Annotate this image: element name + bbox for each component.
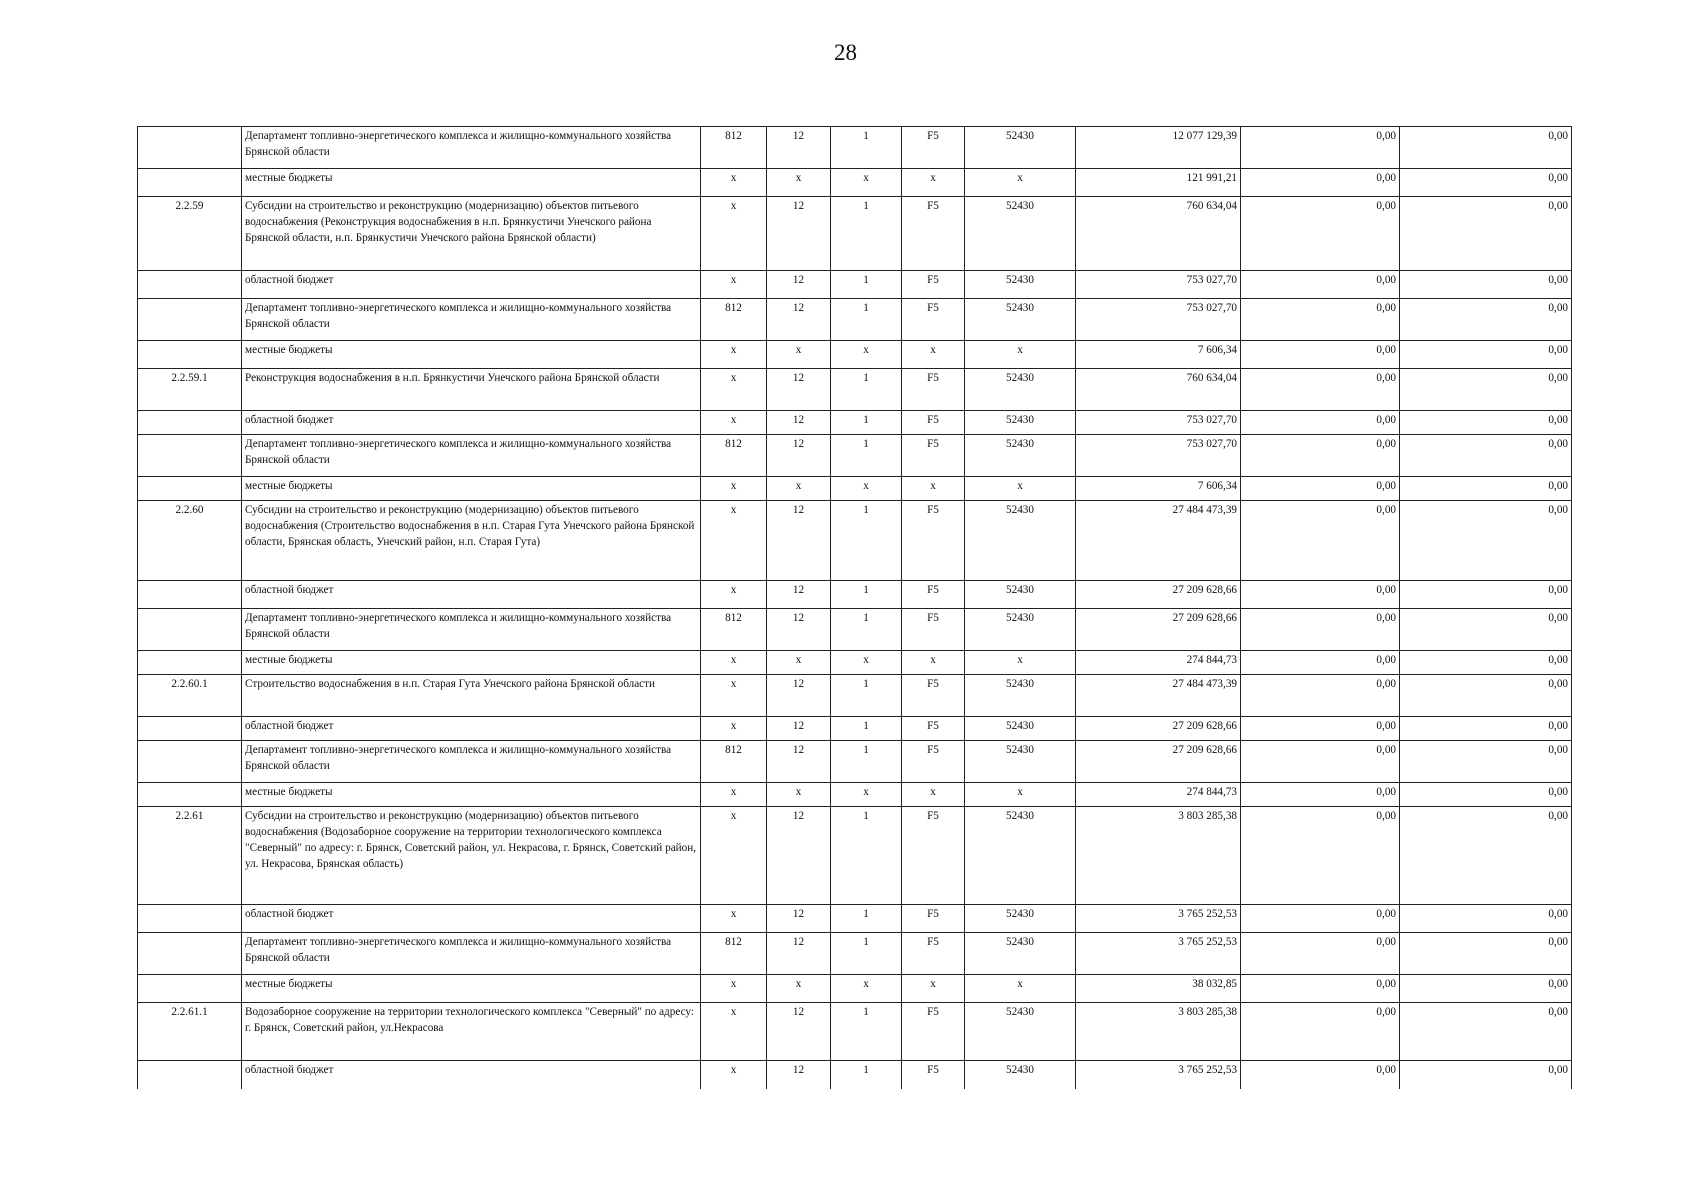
row-number-cell bbox=[138, 1061, 242, 1089]
row-number-cell bbox=[138, 975, 242, 1003]
row-number-cell bbox=[138, 783, 242, 807]
code-direction-cell: 52430 bbox=[965, 501, 1076, 581]
amount-cell-1: 753 027,70 bbox=[1076, 271, 1241, 299]
amount-cell-1: 27 484 473,39 bbox=[1076, 501, 1241, 581]
table-row bbox=[138, 581, 1572, 609]
code-target-cell: x bbox=[902, 169, 965, 197]
table-row bbox=[138, 933, 1572, 975]
code-pr-cell: 1 bbox=[831, 905, 902, 933]
amount-cell-1: 7 606,34 bbox=[1076, 477, 1241, 501]
code-direction-cell: 52430 bbox=[965, 299, 1076, 341]
row-number-cell bbox=[138, 717, 242, 741]
code-gr-cell: x bbox=[701, 807, 767, 905]
amount-cell-2: 0,00 bbox=[1241, 197, 1400, 271]
code-direction-cell: 52430 bbox=[965, 271, 1076, 299]
row-name-cell: Департамент топливно-энергетического комплекса и жилищно-коммунального хозяйства Брянской области bbox=[242, 299, 701, 341]
code-rz-cell: 12 bbox=[767, 435, 831, 477]
code-pr-cell: 1 bbox=[831, 501, 902, 581]
amount-cell-3: 0,00 bbox=[1400, 807, 1572, 905]
row-number-cell: 2.2.61 bbox=[138, 807, 242, 905]
code-gr-cell: x bbox=[701, 477, 767, 501]
code-gr-cell: x bbox=[701, 369, 767, 411]
code-pr-cell: x bbox=[831, 169, 902, 197]
table-row bbox=[138, 1061, 1572, 1089]
row-name-cell: Субсидии на строительство и реконструкцию (модернизацию) объектов питьевого водоснабжения (Строительство водоснабжения в н.п. Старая Гута Унечского района Брянской области, Брянская область, Унечский район, н.п. Старая Гута) bbox=[242, 501, 701, 581]
row-name-cell: местные бюджеты bbox=[242, 783, 701, 807]
amount-cell-1: 3 765 252,53 bbox=[1076, 933, 1241, 975]
row-name-cell: Департамент топливно-энергетического комплекса и жилищно-коммунального хозяйства Брянской области bbox=[242, 127, 701, 169]
code-target-cell: F5 bbox=[902, 1061, 965, 1089]
amount-cell-1: 3 765 252,53 bbox=[1076, 1061, 1241, 1089]
code-target-cell: F5 bbox=[902, 807, 965, 905]
code-target-cell: F5 bbox=[902, 127, 965, 169]
code-gr-cell: x bbox=[701, 783, 767, 807]
amount-cell-1: 27 209 628,66 bbox=[1076, 717, 1241, 741]
row-name-cell: местные бюджеты bbox=[242, 341, 701, 369]
row-number-cell bbox=[138, 271, 242, 299]
row-number-cell bbox=[138, 905, 242, 933]
code-gr-cell: 812 bbox=[701, 609, 767, 651]
row-number-cell bbox=[138, 299, 242, 341]
code-rz-cell: 12 bbox=[767, 411, 831, 435]
code-direction-cell: 52430 bbox=[965, 675, 1076, 717]
code-gr-cell: x bbox=[701, 1061, 767, 1089]
row-name-cell: Департамент топливно-энергетического комплекса и жилищно-коммунального хозяйства Брянской области bbox=[242, 933, 701, 975]
amount-cell-2: 0,00 bbox=[1241, 341, 1400, 369]
code-gr-cell: 812 bbox=[701, 299, 767, 341]
code-target-cell: F5 bbox=[902, 271, 965, 299]
amount-cell-3: 0,00 bbox=[1400, 1003, 1572, 1061]
code-target-cell: F5 bbox=[902, 933, 965, 975]
code-gr-cell: 812 bbox=[701, 127, 767, 169]
code-rz-cell: x bbox=[767, 477, 831, 501]
code-target-cell: F5 bbox=[902, 581, 965, 609]
code-rz-cell: 12 bbox=[767, 741, 831, 783]
amount-cell-2: 0,00 bbox=[1241, 169, 1400, 197]
page-number: 28 bbox=[834, 40, 857, 65]
amount-cell-3: 0,00 bbox=[1400, 651, 1572, 675]
code-rz-cell: 12 bbox=[767, 127, 831, 169]
amount-cell-3: 0,00 bbox=[1400, 477, 1572, 501]
amount-cell-3: 0,00 bbox=[1400, 581, 1572, 609]
amount-cell-3: 0,00 bbox=[1400, 905, 1572, 933]
code-rz-cell: 12 bbox=[767, 581, 831, 609]
code-rz-cell: x bbox=[767, 341, 831, 369]
code-target-cell: x bbox=[902, 341, 965, 369]
amount-cell-3: 0,00 bbox=[1400, 127, 1572, 169]
row-name-cell: Строительство водоснабжения в н.п. Старая Гута Унечского района Брянской области bbox=[242, 675, 701, 717]
code-direction-cell: x bbox=[965, 651, 1076, 675]
code-pr-cell: x bbox=[831, 783, 902, 807]
amount-cell-2: 0,00 bbox=[1241, 369, 1400, 411]
code-direction-cell: x bbox=[965, 341, 1076, 369]
amount-cell-2: 0,00 bbox=[1241, 675, 1400, 717]
row-name-cell: областной бюджет bbox=[242, 271, 701, 299]
amount-cell-1: 27 209 628,66 bbox=[1076, 609, 1241, 651]
code-gr-cell: 812 bbox=[701, 741, 767, 783]
table-row bbox=[138, 299, 1572, 341]
amount-cell-1: 3 803 285,38 bbox=[1076, 1003, 1241, 1061]
amount-cell-3: 0,00 bbox=[1400, 675, 1572, 717]
table-row bbox=[138, 127, 1572, 169]
row-number-cell bbox=[138, 169, 242, 197]
row-number-cell: 2.2.61.1 bbox=[138, 1003, 242, 1061]
row-number-cell bbox=[138, 341, 242, 369]
table-row bbox=[138, 651, 1572, 675]
code-target-cell: x bbox=[902, 975, 965, 1003]
row-name-cell: областной бюджет bbox=[242, 1061, 701, 1089]
amount-cell-3: 0,00 bbox=[1400, 975, 1572, 1003]
code-rz-cell: x bbox=[767, 783, 831, 807]
amount-cell-2: 0,00 bbox=[1241, 717, 1400, 741]
amount-cell-2: 0,00 bbox=[1241, 741, 1400, 783]
code-gr-cell: x bbox=[701, 271, 767, 299]
code-target-cell: x bbox=[902, 477, 965, 501]
code-rz-cell: 12 bbox=[767, 299, 831, 341]
code-target-cell: F5 bbox=[902, 411, 965, 435]
amount-cell-2: 0,00 bbox=[1241, 783, 1400, 807]
amount-cell-1: 753 027,70 bbox=[1076, 435, 1241, 477]
code-pr-cell: 1 bbox=[831, 299, 902, 341]
code-gr-cell: x bbox=[701, 169, 767, 197]
code-rz-cell: 12 bbox=[767, 905, 831, 933]
code-gr-cell: x bbox=[701, 905, 767, 933]
code-rz-cell: 12 bbox=[767, 501, 831, 581]
code-direction-cell: 52430 bbox=[965, 1061, 1076, 1089]
amount-cell-3: 0,00 bbox=[1400, 197, 1572, 271]
code-direction-cell: 52430 bbox=[965, 741, 1076, 783]
amount-cell-3: 0,00 bbox=[1400, 501, 1572, 581]
row-number-cell bbox=[138, 411, 242, 435]
code-target-cell: F5 bbox=[902, 741, 965, 783]
code-target-cell: F5 bbox=[902, 675, 965, 717]
amount-cell-1: 12 077 129,39 bbox=[1076, 127, 1241, 169]
amount-cell-1: 753 027,70 bbox=[1076, 299, 1241, 341]
table-body bbox=[138, 127, 1572, 1089]
code-target-cell: F5 bbox=[902, 609, 965, 651]
amount-cell-2: 0,00 bbox=[1241, 271, 1400, 299]
table-row bbox=[138, 905, 1572, 933]
code-rz-cell: 12 bbox=[767, 1003, 831, 1061]
table-row bbox=[138, 741, 1572, 783]
code-rz-cell: 12 bbox=[767, 609, 831, 651]
code-pr-cell: 1 bbox=[831, 411, 902, 435]
code-gr-cell: x bbox=[701, 717, 767, 741]
row-number-cell bbox=[138, 127, 242, 169]
code-target-cell: F5 bbox=[902, 501, 965, 581]
amount-cell-2: 0,00 bbox=[1241, 127, 1400, 169]
code-pr-cell: x bbox=[831, 341, 902, 369]
code-gr-cell: x bbox=[701, 581, 767, 609]
code-rz-cell: 12 bbox=[767, 933, 831, 975]
code-pr-cell: 1 bbox=[831, 717, 902, 741]
code-pr-cell: 1 bbox=[831, 435, 902, 477]
code-direction-cell: 52430 bbox=[965, 1003, 1076, 1061]
amount-cell-1: 753 027,70 bbox=[1076, 411, 1241, 435]
code-rz-cell: 12 bbox=[767, 675, 831, 717]
code-rz-cell: 12 bbox=[767, 1061, 831, 1089]
amount-cell-1: 274 844,73 bbox=[1076, 783, 1241, 807]
code-pr-cell: 1 bbox=[831, 271, 902, 299]
row-number-cell bbox=[138, 581, 242, 609]
table-row bbox=[138, 369, 1572, 411]
code-gr-cell: 812 bbox=[701, 435, 767, 477]
amount-cell-1: 27 209 628,66 bbox=[1076, 581, 1241, 609]
row-name-cell: Департамент топливно-энергетического комплекса и жилищно-коммунального хозяйства Брянской области bbox=[242, 609, 701, 651]
table-row bbox=[138, 169, 1572, 197]
amount-cell-2: 0,00 bbox=[1241, 501, 1400, 581]
amount-cell-3: 0,00 bbox=[1400, 609, 1572, 651]
amount-cell-3: 0,00 bbox=[1400, 435, 1572, 477]
code-rz-cell: x bbox=[767, 975, 831, 1003]
row-number-cell: 2.2.59.1 bbox=[138, 369, 242, 411]
code-direction-cell: 52430 bbox=[965, 435, 1076, 477]
row-number-cell bbox=[138, 651, 242, 675]
amount-cell-3: 0,00 bbox=[1400, 369, 1572, 411]
table-row bbox=[138, 975, 1572, 1003]
amount-cell-1: 3 765 252,53 bbox=[1076, 905, 1241, 933]
code-target-cell: x bbox=[902, 651, 965, 675]
amount-cell-1: 760 634,04 bbox=[1076, 369, 1241, 411]
code-pr-cell: 1 bbox=[831, 741, 902, 783]
amount-cell-2: 0,00 bbox=[1241, 435, 1400, 477]
code-pr-cell: 1 bbox=[831, 675, 902, 717]
code-pr-cell: 1 bbox=[831, 127, 902, 169]
code-pr-cell: 1 bbox=[831, 933, 902, 975]
row-name-cell: областной бюджет bbox=[242, 717, 701, 741]
code-gr-cell: 812 bbox=[701, 933, 767, 975]
row-number-cell: 2.2.60 bbox=[138, 501, 242, 581]
code-gr-cell: x bbox=[701, 675, 767, 717]
code-target-cell: F5 bbox=[902, 197, 965, 271]
code-target-cell: F5 bbox=[902, 435, 965, 477]
code-pr-cell: 1 bbox=[831, 369, 902, 411]
amount-cell-2: 0,00 bbox=[1241, 905, 1400, 933]
amount-cell-3: 0,00 bbox=[1400, 411, 1572, 435]
code-pr-cell: x bbox=[831, 975, 902, 1003]
amount-cell-2: 0,00 bbox=[1241, 975, 1400, 1003]
table-row bbox=[138, 675, 1572, 717]
row-number-cell: 2.2.60.1 bbox=[138, 675, 242, 717]
code-pr-cell: 1 bbox=[831, 197, 902, 271]
code-target-cell: F5 bbox=[902, 905, 965, 933]
table-row bbox=[138, 501, 1572, 581]
code-gr-cell: x bbox=[701, 197, 767, 271]
code-direction-cell: x bbox=[965, 975, 1076, 1003]
table-row bbox=[138, 477, 1572, 501]
amount-cell-3: 0,00 bbox=[1400, 741, 1572, 783]
amount-cell-1: 760 634,04 bbox=[1076, 197, 1241, 271]
amount-cell-2: 0,00 bbox=[1241, 477, 1400, 501]
amount-cell-2: 0,00 bbox=[1241, 1061, 1400, 1089]
amount-cell-2: 0,00 bbox=[1241, 807, 1400, 905]
row-name-cell: Субсидии на строительство и реконструкцию (модернизацию) объектов питьевого водоснабжения (Водозаборное сооружение на территории технологического комплекса "Северный" по адресу: г. Брянск, Советский район, ул. Некрасова, г. Брянск, Советский район, ул. Некрасова, Брянская область) bbox=[242, 807, 701, 905]
amount-cell-2: 0,00 bbox=[1241, 299, 1400, 341]
amount-cell-3: 0,00 bbox=[1400, 933, 1572, 975]
table-row bbox=[138, 783, 1572, 807]
table-row bbox=[138, 341, 1572, 369]
amount-cell-1: 27 484 473,39 bbox=[1076, 675, 1241, 717]
code-target-cell: F5 bbox=[902, 369, 965, 411]
code-rz-cell: 12 bbox=[767, 717, 831, 741]
code-direction-cell: x bbox=[965, 477, 1076, 501]
code-rz-cell: x bbox=[767, 169, 831, 197]
amount-cell-2: 0,00 bbox=[1241, 581, 1400, 609]
code-direction-cell: 52430 bbox=[965, 411, 1076, 435]
table-row bbox=[138, 197, 1572, 271]
code-rz-cell: 12 bbox=[767, 271, 831, 299]
amount-cell-3: 0,00 bbox=[1400, 271, 1572, 299]
code-pr-cell: 1 bbox=[831, 1003, 902, 1061]
row-number-cell: 2.2.59 bbox=[138, 197, 242, 271]
code-direction-cell: 52430 bbox=[965, 369, 1076, 411]
code-target-cell: x bbox=[902, 783, 965, 807]
code-target-cell: F5 bbox=[902, 717, 965, 741]
row-name-cell: Субсидии на строительство и реконструкцию (модернизацию) объектов питьевого водоснабжения (Реконструкция водоснабжения в н.п. Брянкустичи Унечского района Брянской области, н.п. Брянкустичи Унечского района Брянской области) bbox=[242, 197, 701, 271]
amount-cell-1: 7 606,34 bbox=[1076, 341, 1241, 369]
row-name-cell: местные бюджеты bbox=[242, 169, 701, 197]
table-row bbox=[138, 717, 1572, 741]
row-name-cell: Водозаборное сооружение на территории технологического комплекса "Северный" по адресу: г. Брянск, Советский район, ул.Некрасова bbox=[242, 1003, 701, 1061]
amount-cell-1: 27 209 628,66 bbox=[1076, 741, 1241, 783]
table-row bbox=[138, 807, 1572, 905]
amount-cell-2: 0,00 bbox=[1241, 1003, 1400, 1061]
row-name-cell: Департамент топливно-энергетического комплекса и жилищно-коммунального хозяйства Брянской области bbox=[242, 435, 701, 477]
row-number-cell bbox=[138, 933, 242, 975]
row-number-cell bbox=[138, 477, 242, 501]
code-gr-cell: x bbox=[701, 975, 767, 1003]
amount-cell-3: 0,00 bbox=[1400, 299, 1572, 341]
row-name-cell: областной бюджет bbox=[242, 905, 701, 933]
amount-cell-1: 3 803 285,38 bbox=[1076, 807, 1241, 905]
code-direction-cell: 52430 bbox=[965, 717, 1076, 741]
code-direction-cell: x bbox=[965, 783, 1076, 807]
code-pr-cell: 1 bbox=[831, 609, 902, 651]
code-pr-cell: 1 bbox=[831, 581, 902, 609]
code-direction-cell: x bbox=[965, 169, 1076, 197]
amount-cell-2: 0,00 bbox=[1241, 609, 1400, 651]
amount-cell-2: 0,00 bbox=[1241, 411, 1400, 435]
code-rz-cell: 12 bbox=[767, 197, 831, 271]
row-name-cell: Реконструкция водоснабжения в н.п. Брянкустичи Унечского района Брянской области bbox=[242, 369, 701, 411]
amount-cell-3: 0,00 bbox=[1400, 169, 1572, 197]
code-rz-cell: x bbox=[767, 651, 831, 675]
code-direction-cell: 52430 bbox=[965, 127, 1076, 169]
amount-cell-3: 0,00 bbox=[1400, 717, 1572, 741]
code-target-cell: F5 bbox=[902, 1003, 965, 1061]
amount-cell-3: 0,00 bbox=[1400, 341, 1572, 369]
code-direction-cell: 52430 bbox=[965, 807, 1076, 905]
amount-cell-3: 0,00 bbox=[1400, 783, 1572, 807]
code-pr-cell: x bbox=[831, 477, 902, 501]
table-row bbox=[138, 411, 1572, 435]
code-pr-cell: x bbox=[831, 651, 902, 675]
code-gr-cell: x bbox=[701, 501, 767, 581]
code-gr-cell: x bbox=[701, 411, 767, 435]
table-row bbox=[138, 1003, 1572, 1061]
code-pr-cell: 1 bbox=[831, 1061, 902, 1089]
amount-cell-1: 38 032,85 bbox=[1076, 975, 1241, 1003]
row-name-cell: местные бюджеты bbox=[242, 975, 701, 1003]
code-direction-cell: 52430 bbox=[965, 933, 1076, 975]
amount-cell-2: 0,00 bbox=[1241, 651, 1400, 675]
code-gr-cell: x bbox=[701, 651, 767, 675]
row-number-cell bbox=[138, 609, 242, 651]
amount-cell-1: 121 991,21 bbox=[1076, 169, 1241, 197]
table-row bbox=[138, 271, 1572, 299]
table-row bbox=[138, 435, 1572, 477]
code-rz-cell: 12 bbox=[767, 807, 831, 905]
row-name-cell: областной бюджет bbox=[242, 581, 701, 609]
amount-cell-2: 0,00 bbox=[1241, 933, 1400, 975]
code-rz-cell: 12 bbox=[767, 369, 831, 411]
row-number-cell bbox=[138, 741, 242, 783]
code-direction-cell: 52430 bbox=[965, 581, 1076, 609]
code-target-cell: F5 bbox=[902, 299, 965, 341]
row-name-cell: областной бюджет bbox=[242, 411, 701, 435]
row-name-cell: Департамент топливно-энергетического комплекса и жилищно-коммунального хозяйства Брянской области bbox=[242, 741, 701, 783]
amount-cell-3: 0,00 bbox=[1400, 1061, 1572, 1089]
code-gr-cell: x bbox=[701, 1003, 767, 1061]
row-number-cell bbox=[138, 435, 242, 477]
row-name-cell: местные бюджеты bbox=[242, 651, 701, 675]
code-direction-cell: 52430 bbox=[965, 905, 1076, 933]
row-name-cell: местные бюджеты bbox=[242, 477, 701, 501]
code-pr-cell: 1 bbox=[831, 807, 902, 905]
code-gr-cell: x bbox=[701, 341, 767, 369]
amount-cell-1: 274 844,73 bbox=[1076, 651, 1241, 675]
table-row bbox=[138, 609, 1572, 651]
code-direction-cell: 52430 bbox=[965, 197, 1076, 271]
code-direction-cell: 52430 bbox=[965, 609, 1076, 651]
budget-table bbox=[137, 126, 1572, 1089]
